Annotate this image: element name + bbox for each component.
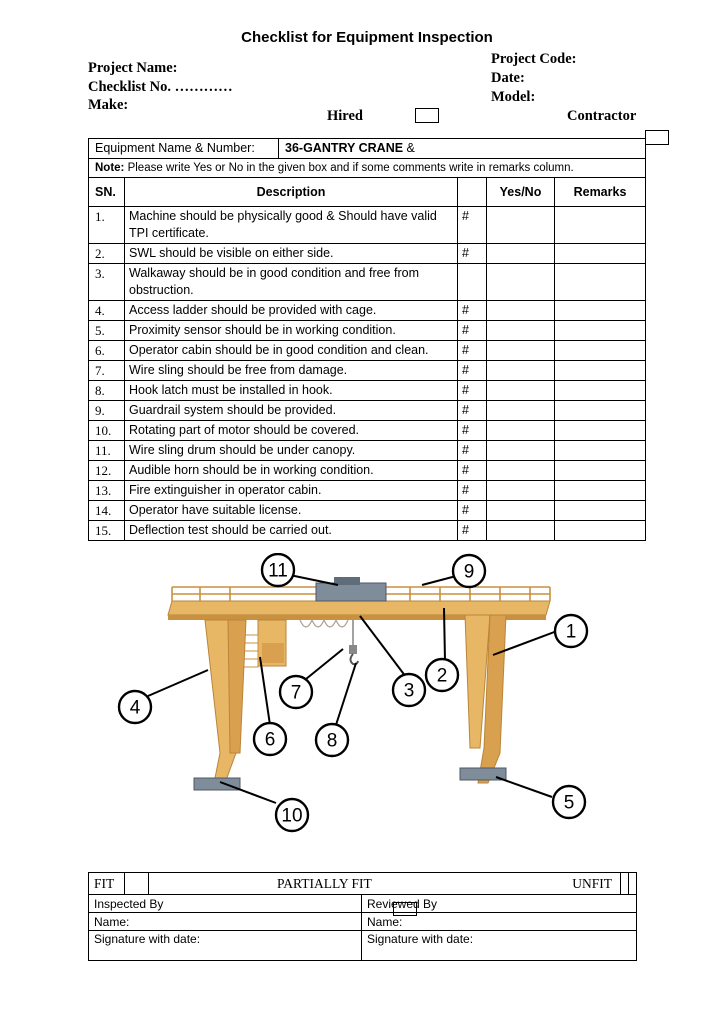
item-remarks-field[interactable] bbox=[555, 341, 646, 361]
item-remarks-field[interactable] bbox=[555, 401, 646, 421]
table-row bbox=[89, 361, 646, 381]
signature-row bbox=[89, 931, 637, 961]
callout-number: 4 bbox=[129, 697, 141, 719]
sn-header: SN. bbox=[89, 178, 125, 207]
item-sn: 2. bbox=[89, 244, 125, 264]
item-sn: 5. bbox=[89, 321, 125, 341]
callout-number: 7 bbox=[290, 682, 302, 704]
item-yes-no-field[interactable] bbox=[487, 207, 555, 244]
inspector-name-field[interactable]: Name: bbox=[89, 913, 362, 931]
mark-header bbox=[458, 178, 487, 207]
item-yes-no-field[interactable] bbox=[487, 461, 555, 481]
inspector-signature-field[interactable]: Signature with date: bbox=[89, 931, 362, 961]
item-description: Guardrail system should be provided. bbox=[125, 401, 458, 421]
festoon-cables bbox=[300, 620, 348, 627]
make-label: Make: bbox=[88, 97, 129, 113]
reviewed-checkbox[interactable] bbox=[393, 902, 417, 916]
callout-7 bbox=[280, 676, 312, 708]
item-sn: 6. bbox=[89, 341, 125, 361]
item-sn: 15. bbox=[89, 521, 125, 541]
item-yes-no-field[interactable] bbox=[487, 481, 555, 501]
item-sn: 3. bbox=[89, 264, 125, 301]
item-description: Fire extinguisher in operator cabin. bbox=[125, 481, 458, 501]
crane-drawing bbox=[168, 577, 550, 790]
item-description: Walkaway should be in good condition and free from obstruction. bbox=[125, 264, 458, 301]
item-yes-no-field[interactable] bbox=[487, 401, 555, 421]
item-yes-no-field[interactable] bbox=[487, 381, 555, 401]
item-remarks-field[interactable] bbox=[555, 501, 646, 521]
item-sn: 1. bbox=[89, 207, 125, 244]
item-mark: # bbox=[458, 461, 487, 481]
partially-unfit-cell bbox=[149, 873, 621, 895]
callout-11 bbox=[262, 554, 294, 586]
model-label: Model: bbox=[491, 89, 536, 105]
table-row bbox=[89, 381, 646, 401]
item-sn: 7. bbox=[89, 361, 125, 381]
item-description: Wire sling should be free from damage. bbox=[125, 361, 458, 381]
item-remarks-field[interactable] bbox=[555, 481, 646, 501]
item-description: Deflection test should be carried out. bbox=[125, 521, 458, 541]
item-mark: # bbox=[458, 441, 487, 461]
callout-8 bbox=[316, 724, 348, 756]
callout-2 bbox=[426, 659, 458, 691]
item-yes-no-field[interactable] bbox=[487, 501, 555, 521]
callout-5 bbox=[553, 786, 585, 818]
table-row bbox=[89, 481, 646, 501]
item-sn: 14. bbox=[89, 501, 125, 521]
item-remarks-field[interactable] bbox=[555, 461, 646, 481]
item-sn: 8. bbox=[89, 381, 125, 401]
callout-4 bbox=[119, 691, 151, 723]
item-mark: # bbox=[458, 207, 487, 244]
callout-number: 6 bbox=[264, 729, 276, 751]
left-bogie bbox=[194, 778, 240, 790]
table-row bbox=[89, 341, 646, 361]
item-sn: 9. bbox=[89, 401, 125, 421]
item-sn: 4. bbox=[89, 301, 125, 321]
page-title: Checklist for Equipment Inspection bbox=[241, 29, 493, 46]
item-description: Access ladder should be provided with cage. bbox=[125, 301, 458, 321]
motor-cover bbox=[334, 577, 360, 585]
unfit-checkbox[interactable] bbox=[621, 873, 629, 895]
table-row bbox=[89, 441, 646, 461]
item-mark: # bbox=[458, 244, 487, 264]
description-header: Description bbox=[125, 178, 458, 207]
remarks-header: Remarks bbox=[555, 178, 646, 207]
callout-1 bbox=[555, 615, 587, 647]
callout-number: 5 bbox=[563, 792, 575, 814]
item-sn: 12. bbox=[89, 461, 125, 481]
equipment-suffix: & bbox=[403, 141, 415, 155]
table-row bbox=[89, 421, 646, 441]
date-label: Date: bbox=[491, 70, 525, 86]
item-remarks-field[interactable] bbox=[555, 321, 646, 341]
item-description: Proximity sensor should be in working condition. bbox=[125, 321, 458, 341]
item-sn: 10. bbox=[89, 421, 125, 441]
note-text: Please write Yes or No in the given box and if some comments write in remarks column. bbox=[124, 162, 574, 174]
item-remarks-field[interactable] bbox=[555, 441, 646, 461]
inspected-by-label: Inspected By bbox=[89, 895, 362, 913]
item-mark: # bbox=[458, 361, 487, 381]
item-yes-no-field[interactable] bbox=[487, 521, 555, 541]
equipment-label: Equipment Name & Number: bbox=[89, 139, 279, 158]
reviewed-by-label: Reviewed By bbox=[362, 895, 637, 913]
item-sn: 11. bbox=[89, 441, 125, 461]
callout-9 bbox=[453, 555, 485, 587]
item-description: Machine should be physically good & Should have valid TPI certificate. bbox=[125, 207, 458, 244]
callout-number: 11 bbox=[268, 560, 288, 582]
equipment-row bbox=[89, 139, 646, 159]
contractor-checkbox[interactable] bbox=[645, 130, 669, 145]
reviewer-name-field[interactable]: Name: bbox=[362, 913, 637, 931]
hired-checkbox[interactable] bbox=[415, 108, 439, 123]
checklist-no-label: Checklist No. ………… bbox=[88, 79, 233, 95]
table-row bbox=[89, 264, 646, 301]
fit-checkbox[interactable] bbox=[125, 873, 149, 895]
contractor-label: Contractor bbox=[567, 108, 637, 124]
callout-6 bbox=[254, 723, 286, 755]
item-description: Audible horn should be in working condition. bbox=[125, 461, 458, 481]
item-mark: # bbox=[458, 301, 487, 321]
inspected-reviewed-row bbox=[89, 895, 637, 913]
item-mark: # bbox=[458, 481, 487, 501]
callout-number: 3 bbox=[403, 680, 415, 702]
item-yes-no-field[interactable] bbox=[487, 361, 555, 381]
name-row bbox=[89, 913, 637, 931]
cabin-window bbox=[262, 643, 284, 663]
hired-label: Hired bbox=[327, 108, 363, 124]
item-description: Operator have suitable license. bbox=[125, 501, 458, 521]
callout-number: 2 bbox=[436, 665, 448, 687]
item-yes-no-field[interactable] bbox=[487, 421, 555, 441]
item-remarks-field[interactable] bbox=[555, 381, 646, 401]
unfit-label: UNFIT bbox=[572, 875, 612, 891]
project-code-label: Project Code: bbox=[491, 51, 577, 67]
item-sn: 13. bbox=[89, 481, 125, 501]
yes-no-header: Yes/No bbox=[487, 178, 555, 207]
unfit-checkbox-end bbox=[629, 873, 637, 895]
item-yes-no-field[interactable] bbox=[487, 244, 555, 264]
item-mark: # bbox=[458, 341, 487, 361]
assessment-table bbox=[88, 872, 637, 961]
item-yes-no-field[interactable] bbox=[487, 341, 555, 361]
girder-beam bbox=[168, 601, 550, 615]
item-mark: # bbox=[458, 521, 487, 541]
item-remarks-field[interactable] bbox=[555, 207, 646, 244]
item-description: Wire sling drum should be under canopy. bbox=[125, 441, 458, 461]
callout-number: 8 bbox=[326, 730, 338, 752]
note-row bbox=[89, 159, 646, 178]
item-description: SWL should be visible on either side. bbox=[125, 244, 458, 264]
table-row bbox=[89, 301, 646, 321]
reviewer-signature-field[interactable]: Signature with date: bbox=[362, 931, 637, 961]
item-remarks-field[interactable] bbox=[555, 361, 646, 381]
item-remarks-field[interactable] bbox=[555, 521, 646, 541]
callout-number: 1 bbox=[565, 621, 577, 643]
item-description: Operator cabin should be in good condition and clean. bbox=[125, 341, 458, 361]
item-mark bbox=[458, 264, 487, 301]
table-row bbox=[89, 461, 646, 481]
item-mark: # bbox=[458, 321, 487, 341]
callout-number: 9 bbox=[463, 561, 475, 583]
table-row bbox=[89, 244, 646, 264]
trolley-motor bbox=[316, 583, 386, 601]
table-row bbox=[89, 207, 646, 244]
checklist-items bbox=[89, 207, 646, 541]
item-remarks-field[interactable] bbox=[555, 301, 646, 321]
item-mark: # bbox=[458, 501, 487, 521]
item-yes-no-field[interactable] bbox=[487, 264, 555, 301]
equipment-value bbox=[279, 139, 415, 158]
callout-number: 10 bbox=[281, 805, 303, 827]
fit-row bbox=[89, 873, 637, 895]
item-yes-no-field[interactable] bbox=[487, 301, 555, 321]
item-description: Rotating part of motor should be covered. bbox=[125, 421, 458, 441]
item-remarks-field[interactable] bbox=[555, 244, 646, 264]
partially-fit-label: PARTIALLY FIT bbox=[277, 875, 372, 891]
table-row bbox=[89, 521, 646, 541]
hook bbox=[351, 654, 359, 664]
item-mark: # bbox=[458, 421, 487, 441]
item-remarks-field[interactable] bbox=[555, 421, 646, 441]
item-mark: # bbox=[458, 381, 487, 401]
fit-label: FIT bbox=[89, 873, 125, 895]
table-row bbox=[89, 401, 646, 421]
left-leg-front bbox=[228, 620, 246, 753]
callout-3 bbox=[393, 674, 425, 706]
item-yes-no-field[interactable] bbox=[487, 321, 555, 341]
callout-10 bbox=[276, 799, 308, 831]
equipment-name: 36-GANTRY CRANE bbox=[285, 141, 404, 155]
item-mark: # bbox=[458, 401, 487, 421]
gantry-crane-diagram bbox=[110, 553, 610, 843]
inspection-checklist-table bbox=[88, 138, 646, 541]
item-description: Hook latch must be installed in hook. bbox=[125, 381, 458, 401]
table-row bbox=[89, 321, 646, 341]
item-remarks-field[interactable] bbox=[555, 264, 646, 301]
project-name-label: Project Name: bbox=[88, 60, 178, 76]
table-row bbox=[89, 501, 646, 521]
item-yes-no-field[interactable] bbox=[487, 441, 555, 461]
column-header-row bbox=[89, 178, 646, 207]
note-label: Note: bbox=[95, 162, 125, 174]
hook-block bbox=[349, 645, 357, 654]
